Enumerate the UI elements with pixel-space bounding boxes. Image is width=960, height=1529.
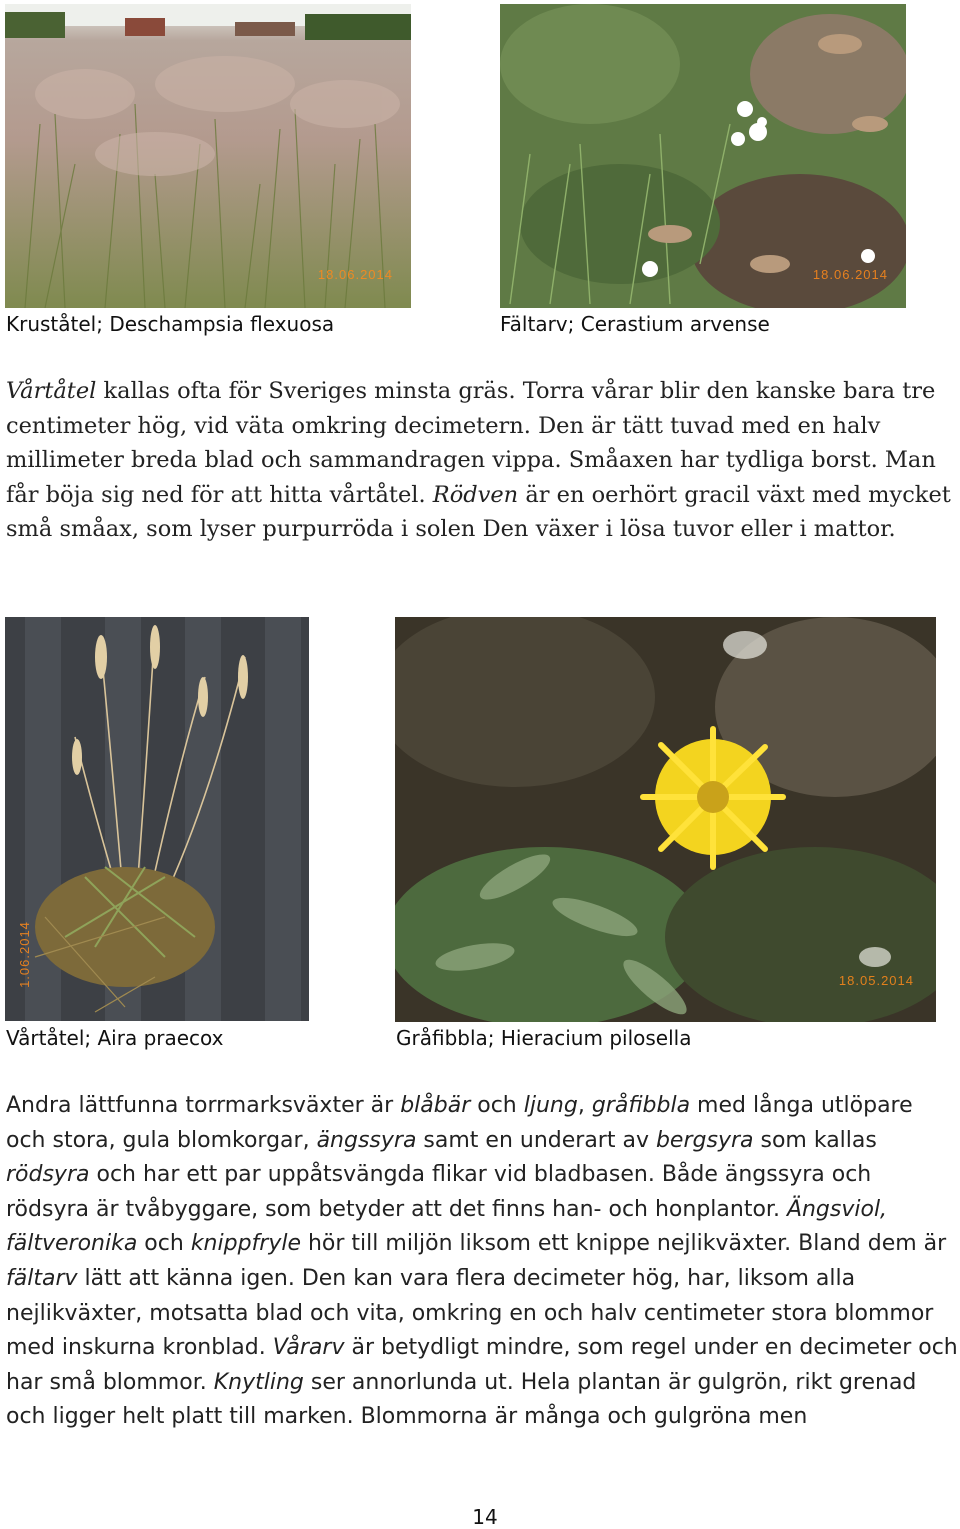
species-name: rödsyra: [6, 1162, 90, 1188]
species-name: blåbär: [400, 1093, 471, 1118]
caption-faltarv: Fältarv; Cerastium arvense: [500, 312, 770, 336]
photo-date-stamp: 18.06.2014: [812, 267, 888, 282]
paragraph-vartatel: Vårtåtel kallas ofta för Sveriges minsta gräs. Torra vårar blir den kanske bara tre centimeter hög, vid väta omkring decimetern. Den är tätt tuvad med en halv millimeter breda blad och sammandragen vippa. Småaxen har tydliga borst. Man får böja sig ned för att hitta vårtåtel. Rödven är en oerhört gracil växt med mycket små småax, som lyser purpurröda i solen Den växer i lösa tuvor eller i mattor.: [6, 378, 951, 543]
photo-date-stamp: 1.06.2014: [16, 921, 32, 988]
caption-vartatel: Vårtåtel; Aira praecox: [6, 1026, 224, 1050]
species-name: Vårtåtel: [6, 378, 97, 404]
species-name: fältarv: [6, 1265, 78, 1291]
caption-grafibbla: Gråfibbla; Hieracium pilosella: [396, 1026, 692, 1050]
photo-date-stamp: 18.05.2014: [838, 973, 914, 988]
species-name: Ängsviol, fältveronika: [6, 1196, 888, 1257]
photo-krustatel: [5, 4, 411, 308]
paragraph-torrmarksvaxter: Andra lättfunna torrmarksväxter är blåbär och ljung, gråfibbla med långa utlöpare och stora, gula blomkorgar, ängssyra samt en underart av bergsyra som kallas rödsyra och har ett par uppåtsvängda flikar vid bladbasen. Både ängssyra och rödsyra är tvåbyggare, som betyder att det finns han- och honplantor. Ängsviol, fältveronika och knippfryle hör till miljön liksom ett knippe nejlikväxter. Bland dem är fältarv lätt att känna igen. Den kan vara flera decimeter hög, har, liksom alla nejlikväxter, motsatta blad och vita, omkring en och halv centimeter stora blommor med inskurna kronblad. Vårarv är betydligt mindre, som regel under en decimeter och har små blommor. Knytling ser annorlunda ut. Hela plantan är gulgrön, rikt grenad och ligger helt platt till marken. Blommorna är många och gulgröna men: [6, 1093, 958, 1430]
photo-faltarv: [500, 4, 906, 308]
species-name: Knytling: [213, 1369, 304, 1395]
species-name: ängssyra: [316, 1127, 417, 1153]
photo-grafibbla: [395, 617, 936, 1022]
species-name: Rödven: [432, 481, 519, 508]
species-name: knippfryle: [190, 1231, 301, 1257]
page-number: 14: [472, 1505, 498, 1529]
species-name: gråfibbla: [591, 1093, 691, 1118]
photo-date-stamp: 18.06.2014: [317, 267, 393, 282]
caption-krustatel: Kruståtel; Deschampsia flexuosa: [6, 312, 335, 336]
species-name: Vårarv: [272, 1335, 345, 1361]
photo-vartatel: [5, 617, 309, 1021]
species-name: ljung: [523, 1093, 578, 1118]
species-name: bergsyra: [655, 1127, 754, 1153]
